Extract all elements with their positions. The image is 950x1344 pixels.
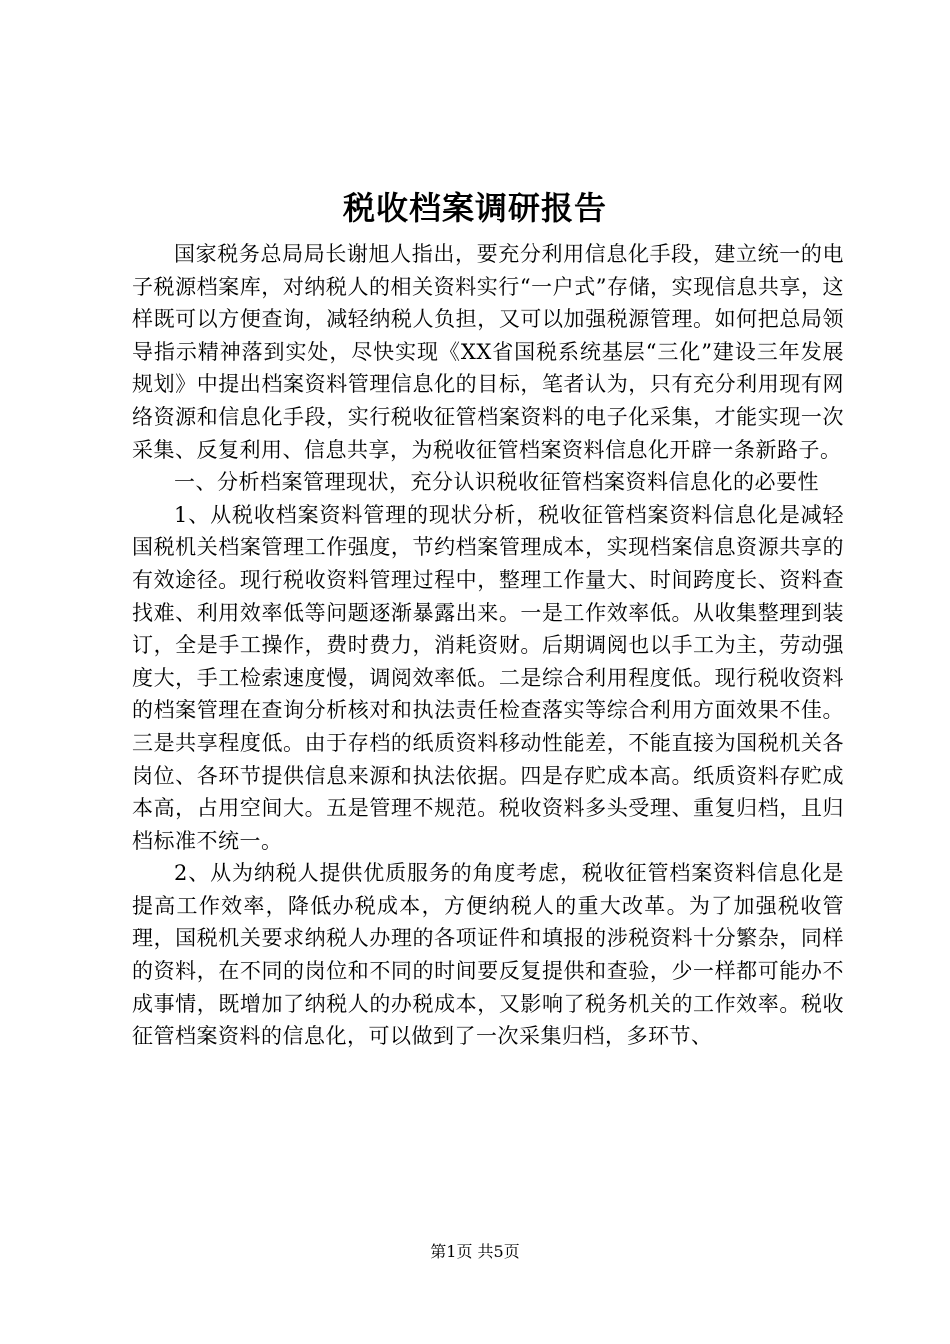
intro-paragraph: 国家税务总局局长谢旭人指出，要充分利用信息化手段，建立统一的电子税源档案库，对纳税人的相关资料实行“一户式”存储，实现信息共享，这样既可以方便查询，减轻纳税人负担，又可以加强税源管理。如何把总局领导指示精神落到实处，尽快实现《XX省国税系统基层“三化”建设三年发展规划》中提出档案资料管理信息化的目标，笔者认为，只有充分利用现有网络资源和信息化手段，实行税收征管档案资料的电子化采集，才能实现一次采集、反复利用、信息共享，为税收征管档案资料信息化开辟一条新路子。 (132, 242, 844, 462)
body-paragraph-1: 1、从税收档案资料管理的现状分析，税收征管档案资料信息化是减轻国税机关档案管理工作强度，节约档案管理成本，实现档案信息资源共享的有效途径。现行税收资料管理过程中，整理工作量大、时间跨度长、资料查找难、利用效率低等问题逐渐暴露出来。一是工作效率低。从收集整理到装订，全是手工操作，费时费力，消耗资财。后期调阅也以手工为主，劳动强度大，手工检索速度慢，调阅效率低。二是综合利用程度低。现行税收资料的档案管理在查询分析核对和执法责任检查落实等综合利用方面效果不佳。三是共享程度低。由于存档的纸质资料移动性能差，不能直接为国税机关各岗位、各环节提供信息来源和执法依据。四是存贮成本高。纸质资料存贮成本高，占用空间大。五是管理不规范。税收资料多头受理、重复归档，且归档标准不统一。 (132, 502, 844, 853)
page-number-footer: 第1页 共5页 (430, 1242, 520, 1261)
document-title: 税收档案调研报告 (342, 189, 607, 227)
body-paragraph-2: 2、从为纳税人提供优质服务的角度考虑，税收征管档案资料信息化是提高工作效率，降低办税成本，方便纳税人的重大改革。为了加强税收管理，国税机关要求纳税人办理的各项证件和填报的涉税资料十分繁杂，同样的资料，在不同的岗位和不同的时间要反复提供和查验，少一样都可能办不成事情，既增加了纳税人的办税成本，又影响了税务机关的工作效率。税收征管档案资料的信息化，可以做到了一次采集归档，多环节、 (132, 861, 844, 1049)
section-heading: 一、分析档案管理现状，充分认识税收征管档案资料信息化的必要性 (174, 470, 819, 495)
document-body (132, 238, 844, 1053)
